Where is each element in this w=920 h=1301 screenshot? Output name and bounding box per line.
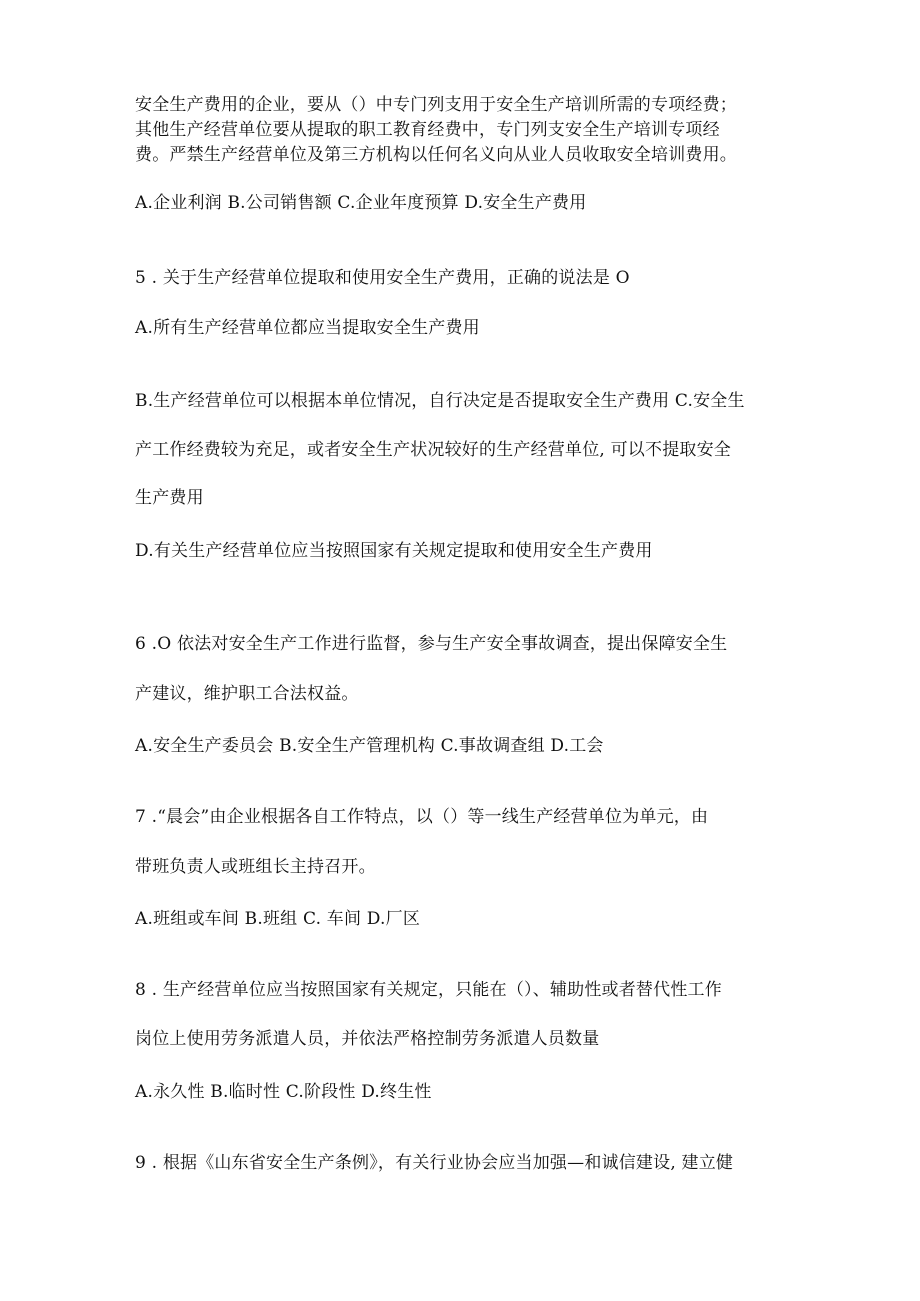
options-q6: A.安全生产委员会 B.安全生产管理机构 C.事故调查组 D.工会: [135, 736, 604, 756]
text-line-3: 费。严禁生产经营单位及第三方机构以任何名义向从业人员收取安全培训费用。: [135, 145, 737, 165]
options-q7: A.班组或车间 B.班组 C. 车间 D.厂区: [135, 909, 421, 929]
question-6-cont: 产建议，维护职工合法权益。: [135, 684, 359, 704]
options-line-q4: A.企业利润 B.公司销售额 C.企业年度预算 D.安全生产费用: [135, 193, 587, 213]
text-line-2: 其他生产经营单位要从提取的职工教育经费中，专门列支安全生产培训专项经: [135, 120, 720, 140]
option-5c-cont: 产工作经费较为充足，或者安全生产状况较好的生产经营单位, 可以不提取安全: [135, 440, 732, 460]
question-7-cont: 带班负责人或班组长主持召开。: [135, 857, 376, 877]
question-7: 7 .“晨会”由企业根据各自工作特点，以（）等一线生产经营单位为单元，由: [135, 807, 709, 827]
question-6: 6 .O 依法对安全生产工作进行监督，参与生产安全事故调查，提出保障安全生: [135, 634, 728, 654]
option-5d: D.有关生产经营单位应当按照国家有关规定提取和使用安全生产费用: [135, 541, 653, 561]
question-8: 8 . 生产经营单位应当按照国家有关规定，只能在（）、辅助性或者替代性工作: [135, 980, 722, 1000]
options-q8: A.永久性 B.临时性 C.阶段性 D.终生性: [135, 1082, 432, 1102]
option-5b-5c: B.生产经营单位可以根据本单位情况，自行决定是否提取安全生产费用 C.安全生: [135, 391, 745, 411]
text-line-1: 安全生产费用的企业，要从（）中专门列支用于安全生产培训所需的专项经费；: [135, 95, 737, 115]
option-5c-end: 生产费用: [135, 488, 204, 508]
question-8-cont: 岗位上使用劳务派遣人员，并依法严格控制劳务派遣人员数量: [135, 1029, 600, 1049]
question-5: 5 . 关于生产经营单位提取和使用安全生产费用，正确的说法是 O: [135, 268, 630, 288]
option-5a: A.所有生产经营单位都应当提取安全生产费用: [135, 318, 480, 338]
question-9: 9 . 根据《山东省安全生产条例》，有关行业协会应当加强—和诚信建设, 建立健: [135, 1153, 734, 1173]
